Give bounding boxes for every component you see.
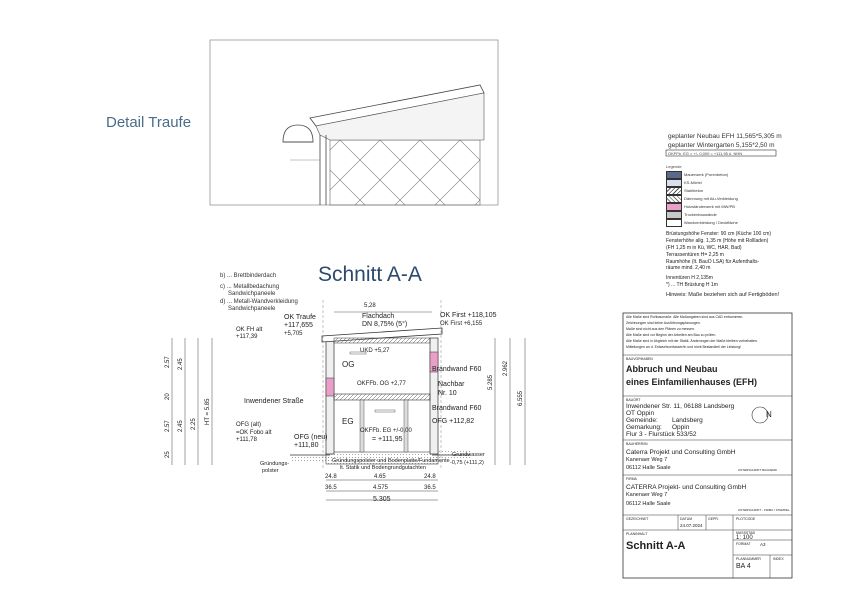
gemeinde-label: Gemeinde: bbox=[626, 417, 658, 424]
grundwasser-value: -0,75 (+111,2) bbox=[450, 460, 484, 466]
bauvorhaben-title: Abbruch und Neubau bbox=[626, 364, 718, 374]
dim-248-left: 24.8 bbox=[325, 474, 337, 480]
note-line: (FH 1,25 m in Kü, WC, HAR, Bad) bbox=[666, 245, 742, 251]
right-dim: 2.962 bbox=[503, 360, 509, 376]
legend-heading: Legende bbox=[666, 164, 682, 169]
firma-label: FIRMA bbox=[626, 477, 637, 481]
bauherr-city: 06112 Halle Saale bbox=[626, 465, 671, 471]
ofg-alt-label-2: =OK Fobo alt bbox=[236, 430, 272, 436]
bauherr-name: Caterra Projekt und Consulting GmbH bbox=[626, 449, 736, 456]
bauvorhaben-label: BAUVORHABEN bbox=[626, 357, 653, 361]
datum-value: 24.07.2024 bbox=[680, 523, 703, 528]
ofg-neu-label: OFG (neu) bbox=[294, 434, 328, 441]
grundwasser-label: Grundwasser bbox=[452, 452, 485, 458]
dim-365-right: 36.5 bbox=[424, 485, 436, 491]
ofg-alt-value: +111,78 bbox=[236, 437, 257, 443]
left-dim: 2.57 bbox=[165, 420, 171, 432]
roof-note: c) ... Metallbedachung bbox=[220, 284, 280, 290]
planned-garden-text: geplanter Wintergarten 5,155*2,50 m bbox=[668, 142, 775, 149]
tb-note: Mitteilungen an d. Entwurfsverfasser/in und nicht Bestandteil der Leistung! bbox=[626, 345, 741, 349]
gruendung-label-2: lt. Statik und Bodengrundgutachten bbox=[340, 465, 426, 471]
note-line: Innentüren H 2,135m bbox=[666, 275, 713, 281]
ok-first-label: OK First +118,105 bbox=[440, 312, 497, 319]
ok-traufe-sub: +5,705 bbox=[284, 331, 303, 337]
tb-note: Alle Maße sind in Abgleich mit der Statik. Änderungen der Maße bleiben vorbehalten. bbox=[626, 339, 758, 343]
plannummer-label: PLANNUMMER bbox=[736, 557, 761, 561]
section-title: Schnitt A-A bbox=[318, 263, 422, 286]
tb-note: Maße sind nicht aus den Plänen zu messen. bbox=[626, 327, 695, 331]
firma-city: 06112 Halle Saale bbox=[626, 501, 671, 507]
massstab-value: 1: 100 bbox=[736, 535, 753, 541]
note-line: Fensterhöhe allg. 1,35 m (Höhe mit Rollladen) bbox=[666, 238, 769, 244]
ofg-neu-value: +111,80 bbox=[294, 442, 319, 449]
bauherr-street: Kanenaer Weg 7 bbox=[626, 457, 668, 463]
firma-name: CATERRA Projekt- und Consulting GmbH bbox=[626, 484, 747, 491]
index-label: INDEX bbox=[773, 557, 784, 561]
planinhalt-value: Schnitt A-A bbox=[626, 540, 686, 552]
planinhalt-label: PLANINHALT bbox=[626, 532, 648, 536]
dim-5305: 5.305 bbox=[373, 496, 391, 503]
left-dim: 25 bbox=[165, 451, 171, 458]
flachdach-dn: DN 8,75% (5°) bbox=[362, 321, 408, 328]
datum-label: DATUM bbox=[680, 517, 693, 521]
tb-note: Alle Maße sind vor Beginn der Arbeiten am Bau zu prüfen. bbox=[626, 333, 717, 337]
gruendung-label: Gründungspolster und Bodenplatte/Fundamente bbox=[332, 458, 450, 464]
gruendungspolster-label: Gründungs- bbox=[260, 461, 290, 467]
ofg-alt-label: OFG (alt) bbox=[236, 422, 261, 428]
bauort-ot: OT Oppin bbox=[626, 410, 655, 417]
firma-street: Kanenaer Weg 7 bbox=[626, 492, 668, 498]
plannummer-value: BA 4 bbox=[736, 563, 751, 570]
gemarkung-label: Gemarkung: bbox=[626, 424, 662, 431]
street-label: Inwendener Straße bbox=[244, 398, 304, 405]
massstab-label: MASSSTAB bbox=[736, 531, 755, 535]
note-line: Terrassentüren H= 2,25 m bbox=[666, 252, 724, 258]
okffb-reference: OKFFb. EG = +/- 0,000 = +111,95 ü. NHN bbox=[668, 151, 743, 156]
right-dim: 6.555 bbox=[518, 390, 524, 406]
okffb-eg-label: OKFFb. EG +/-0,00 bbox=[360, 428, 412, 434]
flur-text: Flur 3 - Flurstück 533/52 bbox=[626, 431, 697, 438]
gepr-label: GEPR. bbox=[708, 517, 719, 521]
detail-traufe-drawing bbox=[210, 40, 498, 205]
left-dim: 2.57 bbox=[165, 356, 171, 368]
note-line: *) ... TH Brüstung H 1m bbox=[666, 282, 718, 288]
planned-efh-text: geplanter Neubau EFH 11,565*5,305 m bbox=[668, 133, 782, 140]
north-arrow-icon: N bbox=[766, 410, 772, 419]
width-528-dim: 5,28 bbox=[364, 303, 376, 309]
og-label: OG bbox=[342, 360, 355, 369]
nachbar-nr-label: Nr. 10 bbox=[438, 390, 457, 397]
nachbar-label: Nachbar bbox=[438, 381, 465, 388]
left-dim: 20 bbox=[165, 393, 171, 400]
dim-465: 4.65 bbox=[374, 474, 386, 480]
left-dim: 2.25 bbox=[191, 418, 197, 430]
gezeichnet-label: GEZEICHNET bbox=[626, 517, 649, 521]
gruendungspolster-label-2: polster bbox=[262, 468, 279, 474]
ofg-right-label: OFG +112,82 bbox=[432, 418, 475, 425]
tb-note: Alle Maße sind Rohbaumaße. Alle Maßangaben sind aus CAD entnommen. bbox=[626, 315, 744, 319]
bauvorhaben-title-2: eines Einfamilienhauses (EFH) bbox=[626, 377, 758, 387]
ukd-label: UKD +5,27 bbox=[360, 348, 390, 354]
bauort-label: BAUORT bbox=[626, 398, 641, 402]
dim-365-left: 36.5 bbox=[325, 485, 337, 491]
note-line: Hinweis: Maße beziehen sich auf Fertigböden! bbox=[666, 292, 780, 298]
ok-traufe-label: OK Traufe bbox=[284, 314, 316, 321]
ok-fh-alt-label: OK FH alt bbox=[236, 327, 263, 333]
left-dim: 2.45 bbox=[178, 358, 184, 370]
roof-note: b) ... Brettbinderdach bbox=[220, 273, 277, 279]
brandwand-og-label: Brandwand F60 bbox=[432, 366, 482, 373]
ok-fh-alt-value: +117,39 bbox=[236, 334, 258, 340]
note-line: Brüstungshöhe Fenster: 90 cm (Küche 100 cm) bbox=[666, 231, 772, 237]
eg-label: EG bbox=[342, 417, 354, 426]
unterschrift-bauherr: UNTERSCHRIFT BAUHERR bbox=[738, 468, 777, 472]
titleblock-frame bbox=[623, 313, 792, 578]
brandwand-eg-label: Brandwand F60 bbox=[432, 405, 482, 412]
format-value: A3 bbox=[760, 542, 766, 547]
ok-first-sub: OK First +6,155 bbox=[440, 321, 483, 327]
bauherr-label: BAUHERR/IN bbox=[626, 442, 648, 446]
roof-note: d) ... Metall-Wandverkleidung bbox=[220, 299, 298, 305]
dim-248-right: 24.8 bbox=[424, 474, 436, 480]
left-dim: 2.45 bbox=[178, 420, 184, 432]
unterschrift-firma: UNTERSCHRIFT - FIRMA / STEMPEL bbox=[738, 508, 790, 512]
format-label: FORMAT bbox=[736, 542, 751, 546]
flachdach-label: Flachdach bbox=[362, 313, 395, 320]
tb-note: Zeichnungen sind keine Ausführungsplanungen. bbox=[626, 321, 701, 325]
okffb-og-label: OKFFb. OG +2,77 bbox=[357, 381, 406, 387]
ok-traufe-value: +117,655 bbox=[284, 322, 313, 329]
ht-dim: HT = 5.85 bbox=[205, 398, 211, 425]
okffb-eg-value: = +111,95 bbox=[372, 436, 403, 443]
plotcode-label: PLOTCODE bbox=[736, 517, 756, 521]
dim-4575: 4.575 bbox=[373, 485, 389, 491]
note-line: Raumhöhe (lt. BauO LSA) für Aufenthalts- bbox=[666, 259, 760, 265]
roof-note: Sandwichpaneele bbox=[228, 291, 276, 297]
bauort-address: Inwendener Str. 11, 06188 Landsberg bbox=[626, 403, 735, 410]
gemarkung-value: Oppin bbox=[672, 424, 690, 431]
note-line: räume mind. 2,40 m bbox=[666, 265, 711, 271]
right-dim: 5.285 bbox=[488, 374, 494, 390]
detail-traufe-title: Detail Traufe bbox=[106, 114, 192, 131]
roof-note: Sandwichpaneele bbox=[228, 306, 276, 312]
gemeinde-value: Landsberg bbox=[672, 417, 703, 424]
